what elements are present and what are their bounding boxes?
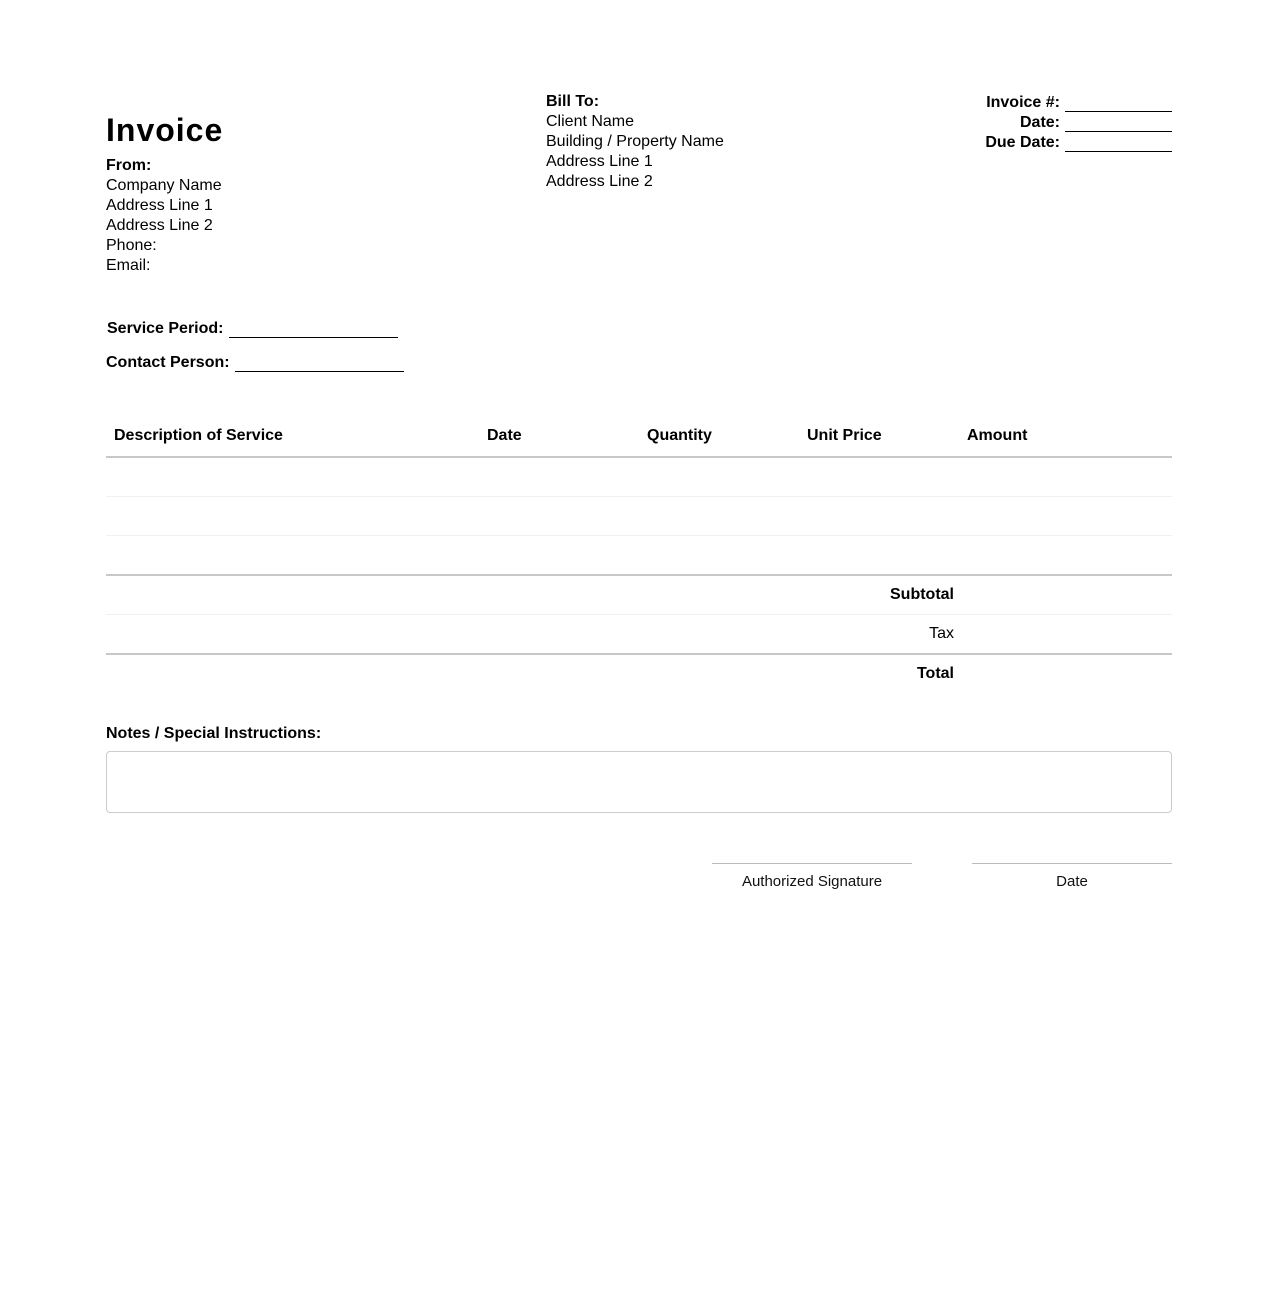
- authorized-signature-label: Authorized Signature: [741, 873, 883, 890]
- contact-person-blank[interactable]: [235, 353, 404, 372]
- bill-to-address-line-1: Address Line 1: [546, 153, 653, 170]
- row-unit-price-cell[interactable]: [799, 457, 959, 497]
- authorized-signature-line[interactable]: [712, 863, 912, 890]
- header-date: Date: [479, 416, 639, 457]
- row-date-cell[interactable]: [479, 536, 639, 576]
- bill-to-address-line-2: Address Line 2: [546, 173, 653, 190]
- invoice-date-blank[interactable]: [1065, 114, 1172, 132]
- table-row: [106, 497, 1172, 536]
- tax-value[interactable]: [959, 615, 1172, 655]
- row-quantity-cell[interactable]: [639, 536, 799, 576]
- bill-to-client-name: Client Name: [546, 113, 635, 130]
- header-unit-price: Unit Price: [799, 416, 959, 457]
- service-period-label: Service Period:: [107, 320, 224, 337]
- notes-label: Notes / Special Instructions:: [106, 725, 322, 742]
- due-date-label: Due Date:: [985, 134, 1060, 151]
- row-amount-cell[interactable]: [959, 457, 1172, 497]
- from-label: From:: [106, 157, 152, 174]
- row-unit-price-cell[interactable]: [799, 497, 959, 536]
- row-quantity-cell[interactable]: [639, 497, 799, 536]
- bill-to-label: Bill To:: [546, 93, 600, 110]
- total-row: [106, 654, 1172, 693]
- invoice-number-label: Invoice #:: [986, 94, 1060, 111]
- table-row: [106, 457, 1172, 497]
- from-company-name: Company Name: [106, 177, 222, 194]
- row-amount-cell[interactable]: [959, 497, 1172, 536]
- contact-person-field: [106, 350, 404, 372]
- header-quantity: Quantity: [639, 416, 799, 457]
- row-amount-cell[interactable]: [959, 536, 1172, 576]
- row-date-cell[interactable]: [479, 497, 639, 536]
- due-date-blank[interactable]: [1065, 134, 1172, 152]
- service-items-table: [106, 416, 1172, 693]
- from-email: Email:: [106, 257, 151, 274]
- table-header-row: [106, 416, 1172, 457]
- contact-person-label: Contact Person:: [106, 354, 230, 371]
- row-unit-price-cell[interactable]: [799, 536, 959, 576]
- table-row: [106, 536, 1172, 576]
- invoice-title: Invoice: [106, 112, 224, 148]
- total-label: Total: [916, 665, 954, 682]
- bill-to-block: [546, 92, 866, 192]
- from-phone: Phone:: [106, 237, 157, 254]
- row-quantity-cell[interactable]: [639, 457, 799, 497]
- tax-label: Tax: [106, 615, 959, 655]
- from-address-line-2: Address Line 2: [106, 217, 213, 234]
- row-description-cell[interactable]: [106, 457, 479, 497]
- header-amount: Amount: [959, 416, 1172, 457]
- due-date-row: [900, 132, 1172, 152]
- from-address-line-1: Address Line 1: [106, 197, 213, 214]
- service-period-blank[interactable]: [229, 319, 398, 338]
- invoice-date-label: Date:: [1019, 114, 1060, 131]
- header-description: Description of Service: [106, 416, 479, 457]
- row-date-cell[interactable]: [479, 457, 639, 497]
- from-block: [106, 156, 406, 276]
- subtotal-label: Subtotal: [106, 575, 959, 615]
- subtotal-value[interactable]: [959, 575, 1172, 615]
- tax-row: [106, 615, 1172, 655]
- invoice-meta: [900, 92, 1172, 152]
- bill-to-building-name: Building / Property Name: [546, 133, 724, 150]
- invoice-date-row: [900, 112, 1172, 132]
- service-period-field: [107, 316, 398, 338]
- row-description-cell[interactable]: [106, 536, 479, 576]
- notes-box[interactable]: [106, 751, 1172, 813]
- signature-date-line[interactable]: [972, 863, 1172, 890]
- subtotal-row: [106, 575, 1172, 615]
- invoice-number-row: [900, 92, 1172, 112]
- invoice-number-blank[interactable]: [1065, 94, 1172, 112]
- total-value[interactable]: [959, 654, 1172, 693]
- row-description-cell[interactable]: [106, 497, 479, 536]
- signature-date-label: Date: [1056, 873, 1088, 890]
